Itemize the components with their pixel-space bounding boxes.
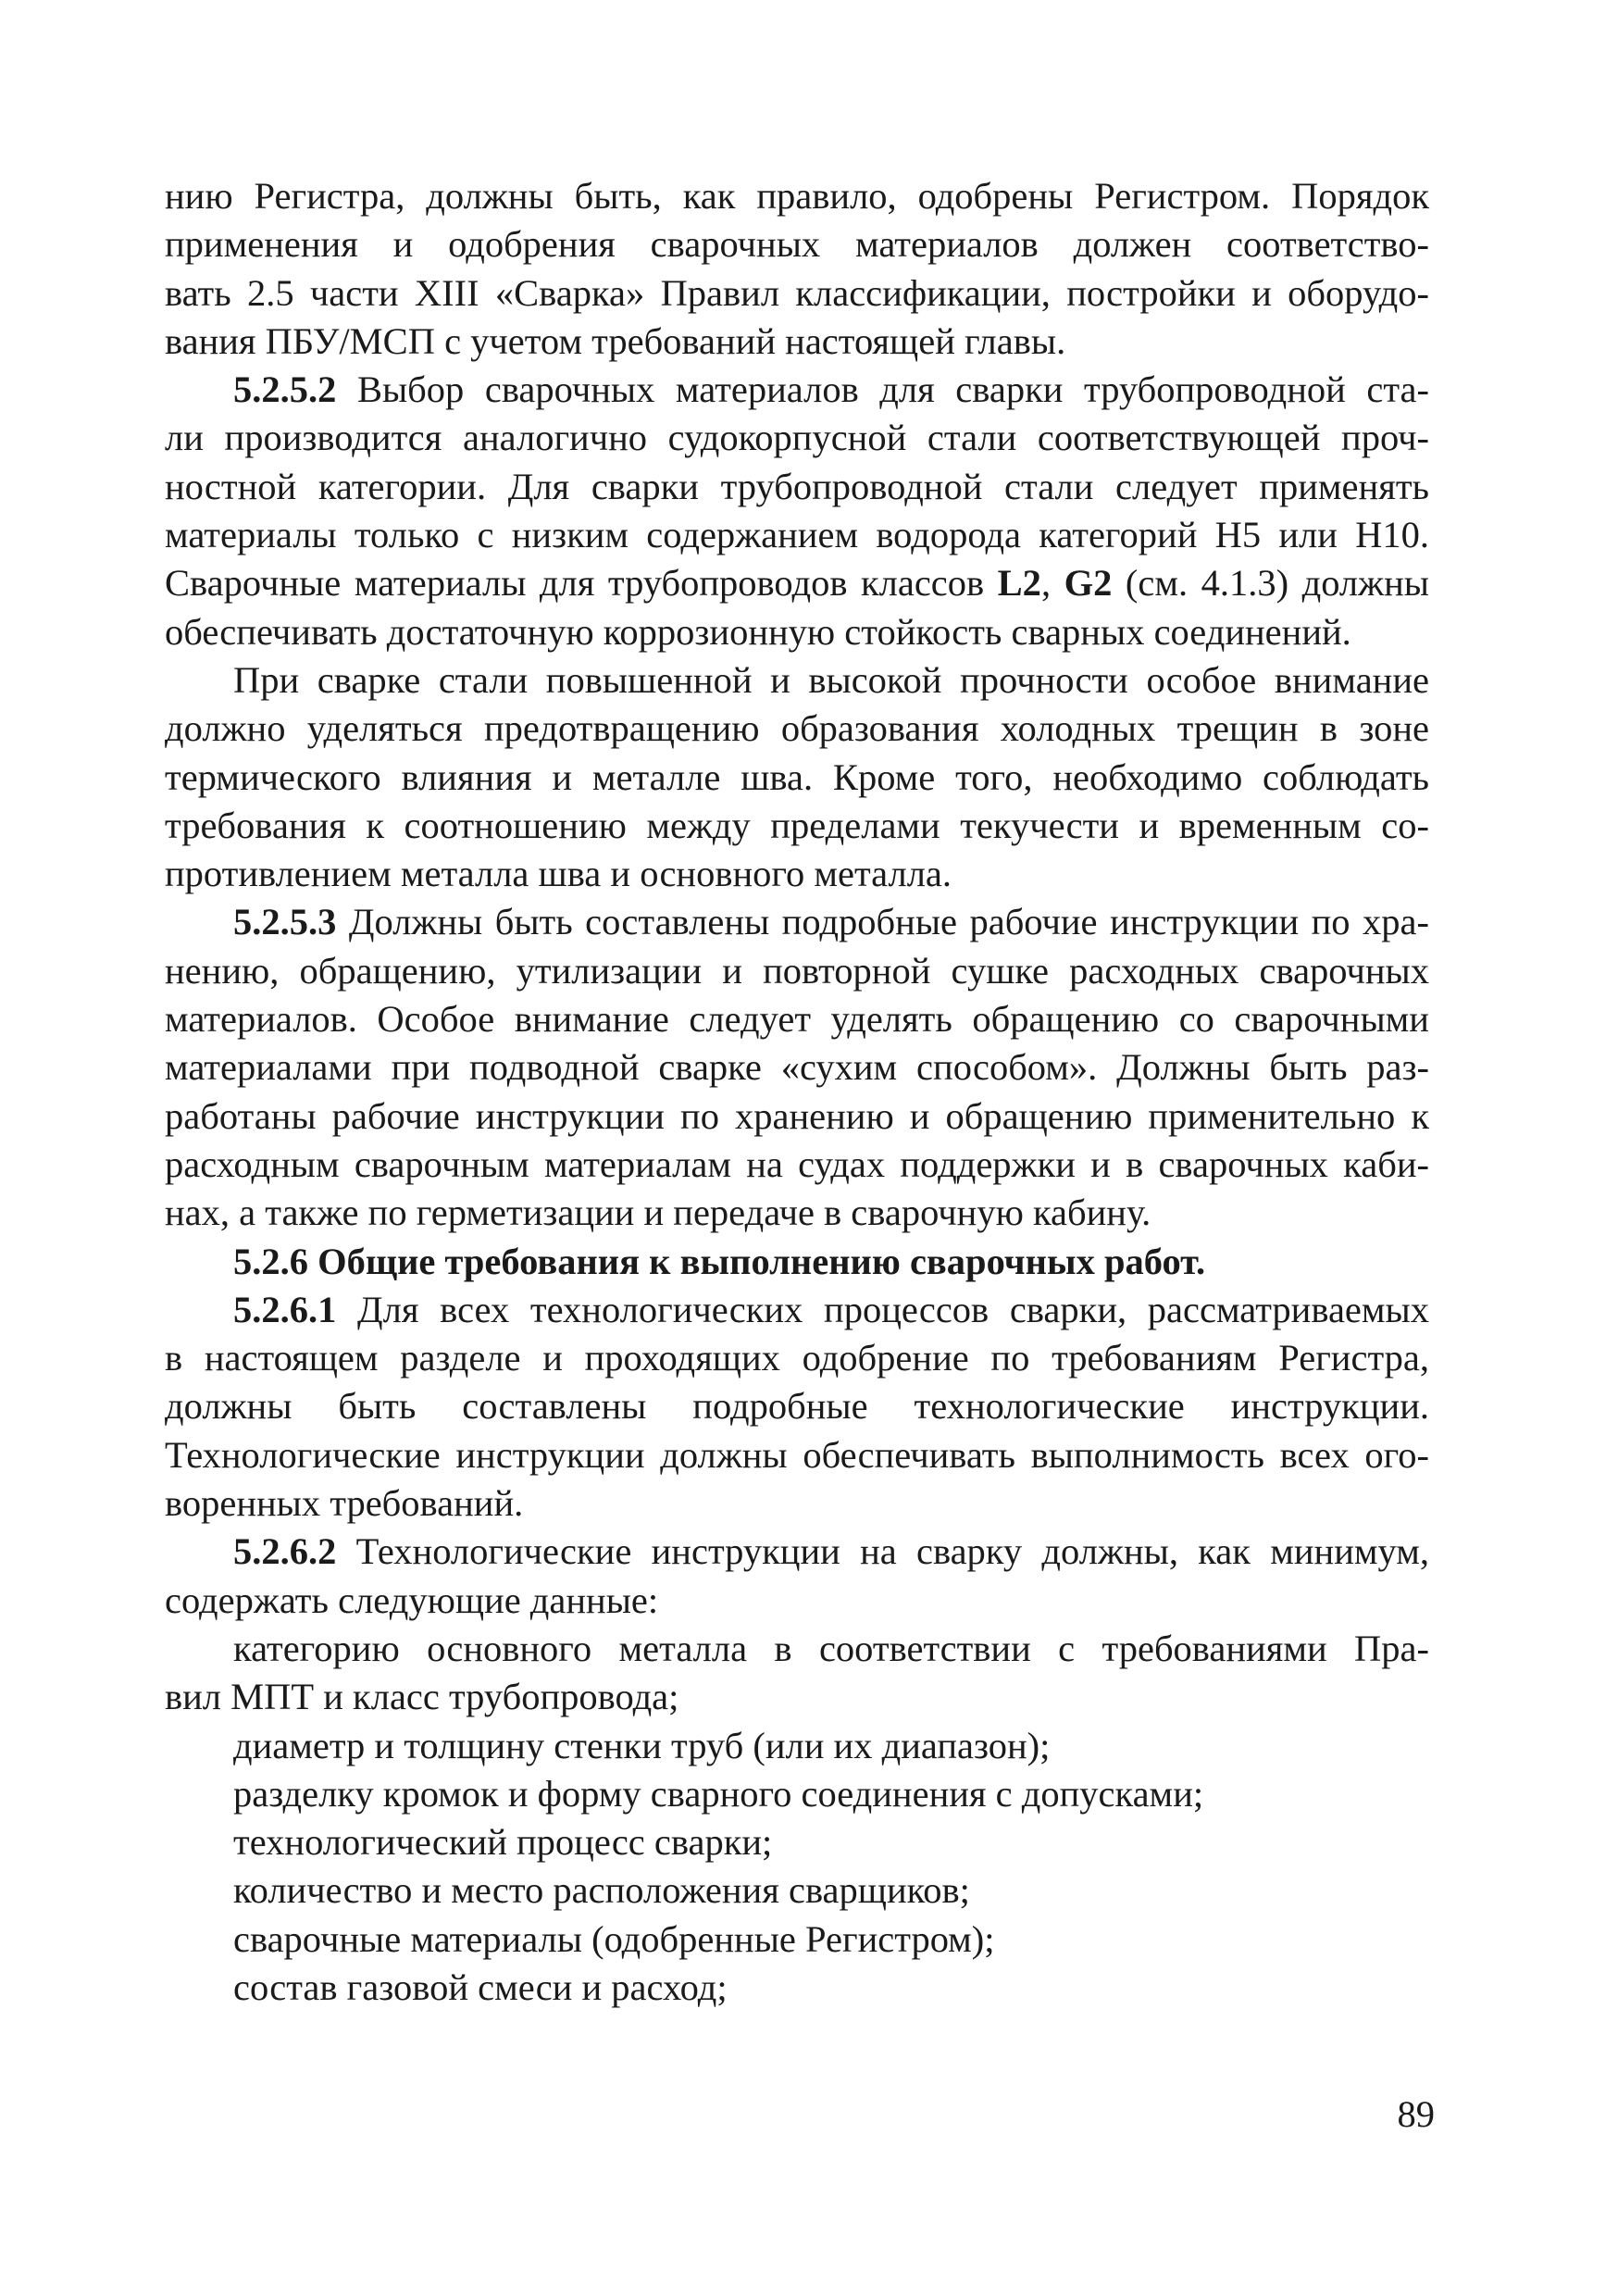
text-line: термического влияния и металле шва. Кроме того, необходимо соблюдать (165, 755, 1429, 798)
text-line: требования к соотношению между пределами текучести и временным со- (165, 804, 1429, 846)
text-line: противлением металла шва и основного металла. (165, 853, 952, 895)
text-span: (см. 4.1.3) должны (1112, 562, 1429, 605)
clause-number: 5.2.6.1 (233, 1288, 337, 1330)
text-line: работаны рабочие инструкции по хранению и обращению применительно к (165, 1094, 1429, 1137)
text-line: применения и одобрения сварочных материалов должен соответство- (165, 223, 1429, 266)
list-item: сварочные материалы (одобренные Регистром); (233, 1917, 995, 1960)
text-line: обеспечивать достаточную коррозионную стойкость сварных соединений. (165, 610, 1351, 653)
paragraph-5-2-6-2 (165, 1528, 1429, 1625)
paragraph-high-strength (165, 656, 1429, 898)
text-line (165, 1286, 1429, 1334)
text-line: нах, а также по герметизации и передаче в сварочную кабину. (165, 1192, 1151, 1234)
clause-number: 5.2.6.2 (233, 1530, 337, 1573)
text-line (165, 559, 1429, 607)
text-line: должны быть составлены подробные технологические инструкции. (165, 1385, 1429, 1428)
text-line: Технологические инструкции должны обеспечивать выполнимость всех ого- (165, 1433, 1429, 1476)
text-span: Для всех технологических процессов сварки, рассматриваемых (336, 1288, 1429, 1330)
text-line (165, 366, 1429, 414)
list-item: количество и место расположения сварщиков; (233, 1869, 970, 1912)
list-item: категорию основного металла в соответствии с требованиями Пра- (233, 1627, 1429, 1669)
text-line: материалы только с низким содержанием водорода категорий H5 или H10. (165, 514, 1429, 556)
text-span: , (1040, 562, 1064, 605)
list-item: состав газовой смеси и расход; (233, 1965, 728, 2008)
paragraph-5-2-5-2 (165, 366, 1429, 656)
text-line (165, 1528, 1429, 1576)
page-body (165, 172, 1429, 2012)
page-number: 89 (1397, 2093, 1435, 2135)
list-item: технологический процесс сварки; (233, 1821, 773, 1864)
text-line: вания ПБУ/МСП с учетом требований настоящей главы. (165, 319, 1066, 362)
text-line: материалов. Особое внимание следует уделять обращению со сварочными (165, 998, 1429, 1041)
text-span: Сварочные материалы для трубопроводов классов (165, 562, 998, 605)
list-item: разделку кромок и форму сварного соединения с допусками; (233, 1772, 1204, 1815)
text-span: Выбор сварочных материалов для сварки трубопроводной ста- (336, 368, 1429, 411)
text-line: вать 2.5 части XIII «Сварка» Правил классификации, постройки и оборудо- (165, 271, 1429, 314)
section-heading: 5.2.6 Общие требования к выполнению сварочных работ. (233, 1240, 1206, 1282)
section-heading-5-2-6 (165, 1238, 1429, 1286)
requirements-list (165, 1625, 1429, 2012)
paragraph-continuation (165, 172, 1429, 366)
text-line: в настоящем разделе и проходящих одобрение по требованиям Регистра, (165, 1337, 1429, 1379)
text-line: содержать следующие данные: (165, 1578, 659, 1621)
text-line: ли производится аналогично судокорпусной стали соответствующей проч- (165, 417, 1429, 459)
list-item-continuation: вил МПТ и класс трубопровода; (165, 1676, 679, 1718)
text-span: Технологические инструкции на сварку должны, как минимум, (336, 1530, 1429, 1573)
text-line (165, 898, 1429, 946)
text-line: При сварке стали повышенной и высокой прочности особое внимание (233, 658, 1429, 701)
pipeline-class-g2: G2 (1064, 562, 1113, 605)
text-line: материалами при подводной сварке «сухим способом». Должны быть раз- (165, 1046, 1429, 1089)
paragraph-5-2-5-3 (165, 898, 1429, 1237)
text-line: должно уделяться предотвращению образования холодных трещин в зоне (165, 707, 1429, 750)
paragraph-5-2-6-1 (165, 1286, 1429, 1528)
list-item: диаметр и толщину стенки труб (или их диапазон); (233, 1724, 1051, 1766)
clause-number: 5.2.5.3 (233, 901, 337, 943)
text-line: нию Регистра, должны быть, как правило, одобрены Регистром. Порядок (165, 175, 1429, 217)
pipeline-class-l2: L2 (997, 562, 1041, 605)
text-line: нению, обращению, утилизации и повторной сушке расходных сварочных (165, 949, 1429, 992)
clause-number: 5.2.5.2 (233, 368, 337, 411)
text-line: ностной категории. Для сварки трубопроводной стали следует применять (165, 465, 1429, 507)
text-line: расходным сварочным материалам на судах поддержки и в сварочных каби- (165, 1142, 1429, 1185)
text-line: воренных требований. (165, 1482, 524, 1525)
text-span: Должны быть составлены подробные рабочие инструкции по хра- (336, 901, 1429, 943)
